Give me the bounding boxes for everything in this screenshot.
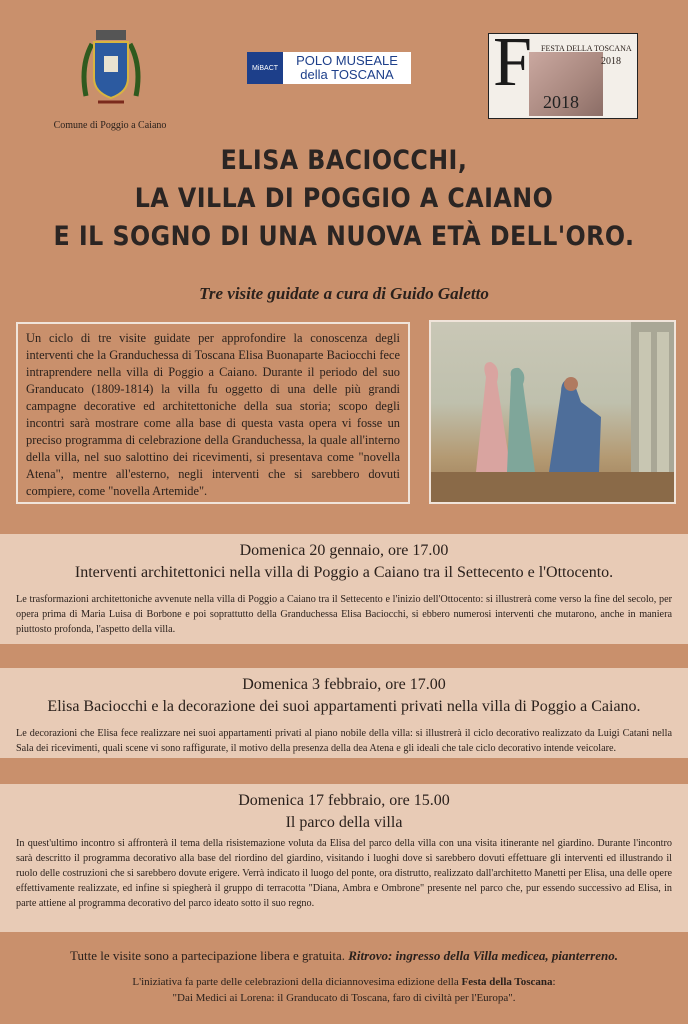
polo-museale-logo bbox=[247, 52, 411, 84]
footer-info bbox=[0, 948, 688, 964]
festa-toscana-logo bbox=[488, 33, 638, 119]
festa-theme: "Dai Medici ai Lorena: il Granducato di Toscana, faro di civiltà per l'Europa". bbox=[172, 992, 516, 1004]
festa-note-b: Festa della Toscana bbox=[461, 976, 553, 988]
event-1-date: Domenica 20 gennaio, ore 17.00 bbox=[239, 542, 449, 559]
free-entry-text: Tutte le visite sono a partecipazione libera e gratuita. bbox=[70, 948, 349, 963]
painting-illustration bbox=[431, 322, 674, 502]
festa-note-c: : bbox=[552, 976, 556, 988]
intro-text: Un ciclo di tre visite guidate per approfondire la conoscenza degli interventi che la Granduchessa di Toscana Elisa Buonaparte Baciocchi fece intraprendere nella villa di Poggio a Caiano. Durante il periodo del suo Granducato (1809-1814) la villa fu oggetto di una delle più grandi campagne decorative ed architettoniche della sua storia; scopo degli incontri sarà mostrare come alla base di questa vasta opera vi fosse un preciso programma di celebrazione della Granduchessa, la quale all'interno della villa, nel suo salottino dei ricevimenti, si presentava come "novella Atena", mentre all'esterno, negli interventi che si sarebbero dovuti compiere, come "novella Artemide". bbox=[16, 322, 410, 504]
polo-line-1: POLO MUSEALE bbox=[296, 53, 398, 68]
event-2-title: Elisa Baciocchi e la decorazione dei suoi appartamenti privati nella villa di Poggio a Caiano. bbox=[47, 698, 641, 715]
festa-big-year: 2018 bbox=[543, 92, 579, 112]
painting-image bbox=[429, 320, 676, 504]
festa-year: 2018 bbox=[601, 56, 621, 67]
event-1 bbox=[0, 534, 688, 644]
title-line-1: ELISA BACIOCCHI, bbox=[220, 145, 468, 176]
comune-crest-icon bbox=[78, 26, 144, 112]
event-1-title: Interventi architettonici nella villa di Poggio a Caiano tra il Settecento e l'Ottocento. bbox=[74, 564, 614, 581]
mibact-mark: MiBACT bbox=[247, 52, 283, 84]
event-3-description: In quest'ultimo incontro si affronterà il tema della risistemazione voluta da Elisa del parco della villa con una visita itinerante nel giardino. Durante l'incontro sarà descritto il programma decorativo alla base del riordino del giardino, visitando i luoghi dove si sarebbero dovuti effettuare gli interventi ed illustrando il ruolo delle costruzioni che si sarebbero dovute erigere. Verrà indicato il luogo del ponte, ora distrutto, realizzato dall'architetto Manetti per Elisa, una delle opere effettivamente realizzate, ed infine si spiegherà il gruppo di terracotta "Diana, Ambra e Ombrone" presente nel parco che, pur essendo successivo ad Elisa, in parte attiene al programma decorativo del parco ideato sotto il suo regno. bbox=[16, 838, 672, 909]
festa-label: FESTA DELLA TOSCANA bbox=[541, 44, 632, 53]
subtitle: Tre visite guidate a cura di Guido Galetto bbox=[199, 284, 489, 303]
title-line-2: LA VILLA DI POGGIO A CAIANO bbox=[134, 183, 554, 214]
festa-note-a: L'iniziativa fa parte delle celebrazioni della diciannovesima edizione della bbox=[132, 976, 462, 988]
page-title bbox=[41, 142, 646, 256]
header bbox=[0, 0, 688, 140]
title-line-3: E IL SOGNO DI UNA NUOVA ETÀ DELL'ORO. bbox=[53, 221, 635, 252]
event-3 bbox=[0, 784, 688, 932]
footer-festa bbox=[0, 974, 688, 1006]
event-1-description: Le trasformazioni architettoniche avvenute nella villa di Poggio a Caiano tra il Settecento e l'inizio dell'Ottocento: si illustrerà come verso la fine del secolo, per opera prima di Maria Luisa di Borbone e poi soprattutto della Granduchessa Elisa Baciocchi, si ebbero numerosi interventi che mutarono, anche in maniera piuttosto profonda, l'aspetto della villa. bbox=[16, 594, 672, 635]
polo-line-2: della TOSCANA bbox=[300, 67, 394, 82]
event-2-date: Domenica 3 febbraio, ore 17.00 bbox=[242, 676, 446, 693]
event-2-description: Le decorazioni che Elisa fece realizzare nei suoi appartamenti privati al piano nobile della villa: si illustrerà il ciclo decorativo realizzato da Luigi Catani nella Sala dei ricevimenti, quali scene vi sono raffigurate, il motivo della presenza della dea Atena e gli ideali che tale ciclo decorativo intende veicolare. bbox=[16, 728, 672, 754]
festa-big-letter: F bbox=[493, 33, 532, 101]
meeting-point: Ritrovo: ingresso della Villa medicea, pianterreno. bbox=[348, 948, 618, 963]
comune-label: Comune di Poggio a Caiano bbox=[53, 120, 167, 131]
event-3-date: Domenica 17 febbraio, ore 15.00 bbox=[238, 792, 450, 809]
event-3-title: Il parco della villa bbox=[285, 814, 403, 831]
event-2 bbox=[0, 668, 688, 758]
